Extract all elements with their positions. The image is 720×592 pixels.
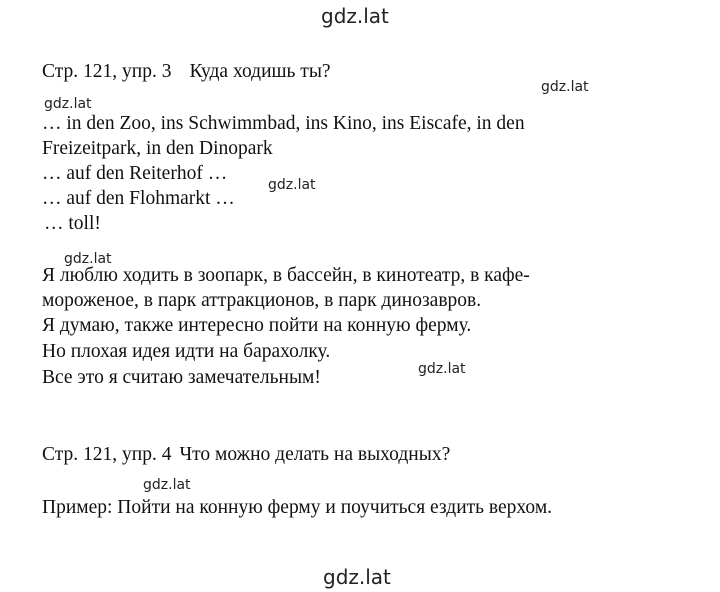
watermark-top: gdz.lat	[321, 4, 389, 28]
russian-line: Я люблю ходить в зоопарк, в бассейн, в кинотеатр, в кафе-	[42, 265, 530, 286]
watermark: gdz.lat	[541, 79, 589, 95]
watermark: gdz.lat	[143, 477, 191, 493]
watermark: gdz.lat	[44, 96, 92, 112]
exercise-3-title: Куда ходишь ты?	[189, 61, 331, 82]
russian-line: Я думаю, также интересно пойти на конную ферму.	[42, 315, 472, 336]
russian-line: Все это я считаю замечательным!	[42, 367, 321, 388]
watermark: gdz.lat	[268, 177, 316, 193]
exercise-4-example: Пример: Пойти на конную ферму и поучиться ездить верхом.	[42, 497, 553, 518]
exercise-3-ref: Стр. 121, упр. 3	[42, 61, 172, 82]
german-line: … toll!	[44, 213, 101, 234]
russian-line: Но плохая идея идти на барахолку.	[42, 341, 331, 362]
exercise-3-heading	[42, 60, 331, 84]
russian-line: мороженое, в парк аттракционов, в парк динозавров.	[42, 290, 482, 311]
exercise-4-ref: Стр. 121, упр. 4	[42, 444, 172, 465]
watermark-bottom: gdz.lat	[323, 565, 391, 589]
german-line: … auf den Reiterhof …	[42, 163, 228, 184]
german-line: … in den Zoo, ins Schwimmbad, ins Kino, ins Eiscafe, in den	[42, 113, 525, 134]
exercise-4-title: Что можно делать на выходных?	[179, 444, 451, 465]
exercise-4-heading	[42, 443, 450, 467]
german-line: Freizeitpark, in den Dinopark	[42, 138, 273, 159]
german-line: … auf den Flohmarkt …	[42, 188, 235, 209]
watermark: gdz.lat	[418, 361, 466, 377]
watermark: gdz.lat	[64, 251, 112, 267]
